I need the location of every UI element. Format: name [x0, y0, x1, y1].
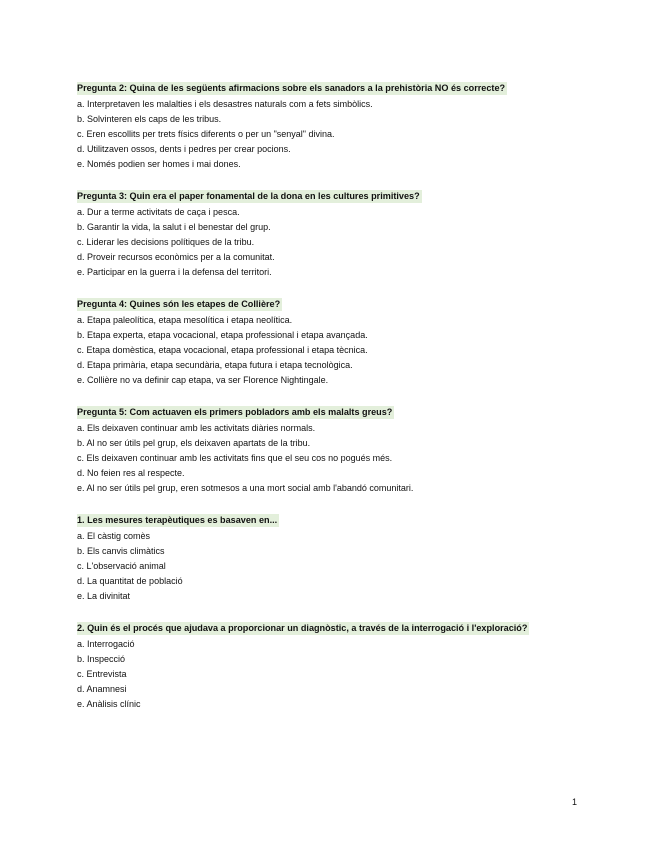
answer-option: d. Utilitzaven ossos, dents i pedres per crear pocions.: [77, 144, 291, 154]
answer-option: c. L'observació animal: [77, 561, 166, 571]
answer-option: c. Liderar les decisions polítiques de la tribu.: [77, 237, 255, 247]
answer-option: c. Entrevista: [77, 669, 127, 679]
answer-option: a. Interrogació: [77, 639, 135, 649]
answer-option: d. Proveir recursos econòmics per a la comunitat.: [77, 252, 275, 262]
question-list: [77, 78, 637, 726]
question-title: 1. Les mesures terapèutiques es basaven en...: [77, 515, 278, 525]
question-block: [77, 294, 637, 388]
answer-option: e. Collière no va definir cap etapa, va ser Florence Nightingale.: [77, 375, 329, 385]
answer-option: c. Etapa domèstica, etapa vocacional, etapa professional i etapa tècnica.: [77, 345, 368, 355]
answer-option: b. Garantir la vida, la salut i el benestar del grup.: [77, 222, 271, 232]
answer-option: c. Els deixaven continuar amb les activitats fins que el seu cos no pogués més.: [77, 453, 393, 463]
question-title: Pregunta 2: Quina de les següents afirmacions sobre els sanadors a la prehistòria NO és correcte?: [77, 83, 506, 93]
question-title: Pregunta 5: Com actuaven els primers pobladors amb els malalts greus?: [77, 407, 393, 417]
question-block: [77, 186, 637, 280]
answer-option: a. Dur a terme activitats de caça i pesca.: [77, 207, 240, 217]
answer-option: e. Anàlisis clínic: [77, 699, 141, 709]
answer-option: d. Anamnesi: [77, 684, 127, 694]
answer-option: e. Participar en la guerra i la defensa del territori.: [77, 267, 272, 277]
answer-option: a. Etapa paleolítica, etapa mesolítica i etapa neolítica.: [77, 315, 293, 325]
question-block: [77, 78, 637, 172]
question-block: [77, 510, 637, 604]
answer-option: e. La divinitat: [77, 591, 131, 601]
answer-option: a. El càstig comès: [77, 531, 151, 541]
question-block: [77, 618, 637, 712]
answer-option: b. Solvinteren els caps de les tribus.: [77, 114, 222, 124]
answer-option: c. Eren escollits per trets físics diferents o per un "senyal" divina.: [77, 129, 335, 139]
answer-option: d. No feien res al respecte.: [77, 468, 185, 478]
question-title: 2. Quin és el procés que ajudava a proporcionar un diagnòstic, a través de la interrogació i l'exploració?: [77, 623, 528, 633]
answer-option: a. Els deixaven continuar amb les activitats diàries normals.: [77, 423, 316, 433]
answer-option: a. Interpretaven les malalties i els desastres naturals com a fets simbòlics.: [77, 99, 373, 109]
answer-option: e. Només podien ser homes i mai dones.: [77, 159, 241, 169]
answer-option: d. Etapa primària, etapa secundària, etapa futura i etapa tecnològica.: [77, 360, 353, 370]
question-block: [77, 402, 637, 496]
answer-option: b. Els canvis climàtics: [77, 546, 165, 556]
answer-option: e. Al no ser útils pel grup, eren sotmesos a una mort social amb l'abandó comunitari.: [77, 483, 414, 493]
answer-option: b. Etapa experta, etapa vocacional, etapa professional i etapa avançada.: [77, 330, 368, 340]
question-title: Pregunta 4: Quines són les etapes de Collière?: [77, 299, 281, 309]
answer-option: d. La quantitat de població: [77, 576, 183, 586]
answer-option: b. Inspecció: [77, 654, 126, 664]
page-number: 1: [572, 797, 578, 807]
question-title: Pregunta 3: Quin era el paper fonamental de la dona en les cultures primitives?: [77, 191, 420, 201]
answer-option: b. Al no ser útils pel grup, els deixaven apartats de la tribu.: [77, 438, 311, 448]
